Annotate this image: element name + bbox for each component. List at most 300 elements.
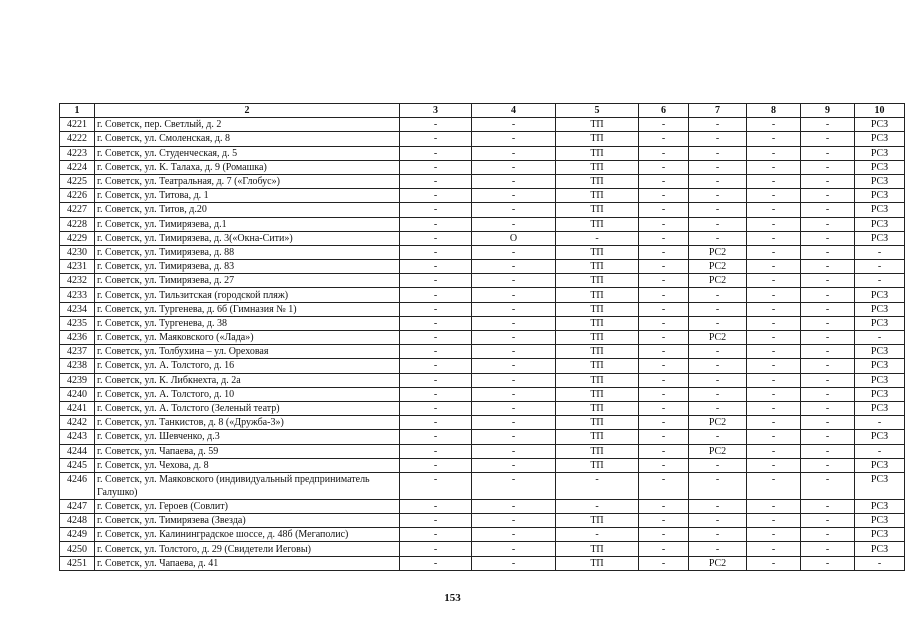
value-cell: ТП	[556, 189, 639, 203]
value-cell: ТП	[556, 542, 639, 556]
column-header-1: 1	[60, 104, 95, 118]
value-cell: -	[639, 373, 689, 387]
value-cell: -	[747, 514, 801, 528]
value-cell: -	[855, 245, 905, 259]
value-cell: -	[689, 203, 747, 217]
value-cell: -	[639, 401, 689, 415]
column-header-10: 10	[855, 104, 905, 118]
value-cell: -	[472, 274, 556, 288]
value-cell: -	[689, 528, 747, 542]
value-cell: -	[801, 331, 855, 345]
value-cell: -	[472, 373, 556, 387]
value-cell: ТП	[556, 373, 639, 387]
value-cell: ТП	[556, 416, 639, 430]
value-cell: -	[801, 146, 855, 160]
value-cell: РСЗ	[855, 542, 905, 556]
value-cell: -	[747, 274, 801, 288]
table-row	[60, 203, 905, 217]
address-cell: г. Советск, ул. Тимирязева, д. 27	[95, 274, 400, 288]
value-cell: -	[639, 189, 689, 203]
address-cell: г. Советск, ул. Шевченко, д.3	[95, 430, 400, 444]
value-cell: -	[801, 514, 855, 528]
value-cell: -	[639, 174, 689, 188]
value-cell: -	[472, 316, 556, 330]
row-number: 4245	[60, 458, 95, 472]
value-cell: -	[801, 401, 855, 415]
table-row	[60, 132, 905, 146]
value-cell: -	[639, 444, 689, 458]
address-cell: г. Советск, ул. А. Толстого, д. 16	[95, 359, 400, 373]
table-row	[60, 416, 905, 430]
value-cell: -	[639, 542, 689, 556]
value-cell: -	[801, 132, 855, 146]
value-cell: ТП	[556, 260, 639, 274]
value-cell: -	[855, 331, 905, 345]
value-cell: -	[400, 288, 472, 302]
value-cell: -	[472, 542, 556, 556]
value-cell: -	[639, 245, 689, 259]
value-cell: -	[747, 542, 801, 556]
row-number: 4250	[60, 542, 95, 556]
row-number: 4228	[60, 217, 95, 231]
row-number: 4247	[60, 499, 95, 513]
value-cell: ТП	[556, 514, 639, 528]
value-cell: О	[472, 231, 556, 245]
value-cell: -	[400, 458, 472, 472]
value-cell: -	[747, 288, 801, 302]
value-cell: ТП	[556, 203, 639, 217]
value-cell: -	[801, 373, 855, 387]
value-cell: -	[747, 316, 801, 330]
value-cell: -	[801, 231, 855, 245]
row-number: 4224	[60, 160, 95, 174]
table-row	[60, 288, 905, 302]
value-cell: -	[472, 132, 556, 146]
value-cell: -	[855, 274, 905, 288]
table-row	[60, 331, 905, 345]
value-cell: -	[639, 458, 689, 472]
address-cell: г. Советск, ул. Смоленская, д. 8	[95, 132, 400, 146]
value-cell: РСЗ	[855, 217, 905, 231]
value-cell: -	[801, 316, 855, 330]
value-cell: -	[639, 132, 689, 146]
value-cell: -	[801, 528, 855, 542]
value-cell: -	[400, 556, 472, 570]
value-cell: -	[801, 444, 855, 458]
column-header-8: 8	[747, 104, 801, 118]
value-cell: ТП	[556, 174, 639, 188]
value-cell: -	[747, 146, 801, 160]
value-cell: -	[801, 245, 855, 259]
value-cell: -	[400, 217, 472, 231]
value-cell: -	[400, 373, 472, 387]
value-cell: -	[689, 499, 747, 513]
value-cell: -	[747, 245, 801, 259]
value-cell: -	[689, 401, 747, 415]
value-cell: ТП	[556, 331, 639, 345]
value-cell: ТП	[556, 302, 639, 316]
value-cell: -	[472, 430, 556, 444]
address-cell: г. Советск, ул. Тимирязева, д. 3(«Окна-Сити»)	[95, 231, 400, 245]
table-row	[60, 316, 905, 330]
value-cell: -	[400, 174, 472, 188]
value-cell: -	[689, 458, 747, 472]
value-cell: -	[689, 231, 747, 245]
value-cell: -	[400, 401, 472, 415]
value-cell: -	[801, 174, 855, 188]
address-cell: г. Советск, ул. Маяковского (индивидуальный предприниматель Галушко)	[95, 472, 400, 499]
address-cell: г. Советск, ул. Чехова, д. 8	[95, 458, 400, 472]
value-cell: ТП	[556, 132, 639, 146]
value-cell: -	[747, 174, 801, 188]
value-cell: -	[639, 556, 689, 570]
value-cell: ТП	[556, 401, 639, 415]
table-row	[60, 430, 905, 444]
table-row	[60, 160, 905, 174]
value-cell: -	[689, 189, 747, 203]
table-row	[60, 189, 905, 203]
value-cell: РСЗ	[855, 359, 905, 373]
address-cell: г. Советск, ул. К. Талаха, д. 9 (Ромашка)	[95, 160, 400, 174]
value-cell: -	[689, 345, 747, 359]
table-row	[60, 146, 905, 160]
value-cell: -	[801, 345, 855, 359]
table-row	[60, 528, 905, 542]
value-cell: РСЗ	[855, 373, 905, 387]
column-header-5: 5	[556, 104, 639, 118]
row-number: 4231	[60, 260, 95, 274]
value-cell: -	[801, 118, 855, 132]
value-cell: -	[639, 231, 689, 245]
row-number: 4238	[60, 359, 95, 373]
value-cell: ТП	[556, 245, 639, 259]
table-row	[60, 260, 905, 274]
address-cell: г. Советск, ул. Танкистов, д. 8 («Дружба-3»)	[95, 416, 400, 430]
column-header-2: 2	[95, 104, 400, 118]
value-cell: -	[400, 189, 472, 203]
address-cell: г. Советск, ул. Чапаева, д. 41	[95, 556, 400, 570]
value-cell: -	[400, 444, 472, 458]
value-cell: -	[472, 556, 556, 570]
value-cell: -	[400, 160, 472, 174]
value-cell: -	[747, 231, 801, 245]
address-cell: г. Советск, ул. А. Толстого, д. 10	[95, 387, 400, 401]
table-row	[60, 274, 905, 288]
value-cell: -	[747, 160, 801, 174]
value-cell: -	[472, 401, 556, 415]
value-cell: -	[472, 514, 556, 528]
row-number: 4237	[60, 345, 95, 359]
value-cell: -	[747, 118, 801, 132]
value-cell: -	[801, 387, 855, 401]
value-cell: -	[472, 416, 556, 430]
value-cell: -	[689, 542, 747, 556]
value-cell: -	[472, 217, 556, 231]
value-cell: -	[639, 416, 689, 430]
address-cell: г. Советск, ул. Толбухина – ул. Ореховая	[95, 345, 400, 359]
value-cell: -	[400, 231, 472, 245]
value-cell: -	[747, 331, 801, 345]
value-cell: -	[400, 245, 472, 259]
value-cell: -	[747, 132, 801, 146]
value-cell: -	[801, 499, 855, 513]
value-cell: РСЗ	[855, 401, 905, 415]
column-header-3: 3	[400, 104, 472, 118]
value-cell: -	[400, 514, 472, 528]
row-number: 4236	[60, 331, 95, 345]
row-number: 4251	[60, 556, 95, 570]
page-number: 153	[444, 592, 461, 604]
value-cell: -	[747, 499, 801, 513]
value-cell: -	[747, 528, 801, 542]
value-cell: РСЗ	[855, 189, 905, 203]
address-cell: г. Советск, ул. Маяковского («Лада»)	[95, 331, 400, 345]
value-cell: ТП	[556, 359, 639, 373]
value-cell: -	[747, 345, 801, 359]
value-cell: РСЗ	[855, 302, 905, 316]
value-cell: -	[747, 217, 801, 231]
value-cell: -	[639, 499, 689, 513]
value-cell: ТП	[556, 345, 639, 359]
value-cell: РСЗ	[855, 231, 905, 245]
value-cell: РСЗ	[855, 316, 905, 330]
value-cell: -	[639, 217, 689, 231]
value-cell: -	[472, 331, 556, 345]
value-cell: РСЗ	[855, 203, 905, 217]
value-cell: РС2	[689, 274, 747, 288]
value-cell: -	[400, 359, 472, 373]
table-row	[60, 118, 905, 132]
value-cell: -	[855, 416, 905, 430]
row-number: 4221	[60, 118, 95, 132]
address-cell: г. Советск, ул. Тимирязева (Звезда)	[95, 514, 400, 528]
value-cell: -	[639, 345, 689, 359]
value-cell: -	[639, 118, 689, 132]
table-row	[60, 556, 905, 570]
table-row	[60, 444, 905, 458]
value-cell: РСЗ	[855, 472, 905, 499]
value-cell: ТП	[556, 458, 639, 472]
value-cell: -	[472, 260, 556, 274]
value-cell: -	[639, 472, 689, 499]
address-cell: г. Советск, ул. А. Толстого (Зеленый театр)	[95, 401, 400, 415]
table-row	[60, 245, 905, 259]
table-body	[60, 118, 905, 571]
value-cell: -	[639, 302, 689, 316]
value-cell: -	[689, 514, 747, 528]
value-cell: РСЗ	[855, 387, 905, 401]
value-cell: -	[747, 556, 801, 570]
address-cell: г. Советск, ул. Театральная, д. 7 («Глобус»)	[95, 174, 400, 188]
value-cell: РСЗ	[855, 430, 905, 444]
value-cell: -	[689, 132, 747, 146]
row-number: 4230	[60, 245, 95, 259]
table-row	[60, 401, 905, 415]
row-number: 4248	[60, 514, 95, 528]
value-cell: -	[639, 160, 689, 174]
value-cell: РСЗ	[855, 160, 905, 174]
value-cell: -	[801, 203, 855, 217]
value-cell: -	[855, 260, 905, 274]
table-row	[60, 387, 905, 401]
value-cell: -	[801, 302, 855, 316]
value-cell: РСЗ	[855, 345, 905, 359]
value-cell: -	[639, 316, 689, 330]
value-cell: -	[400, 345, 472, 359]
value-cell: -	[801, 160, 855, 174]
address-cell: г. Советск, ул. Тимирязева, д.1	[95, 217, 400, 231]
value-cell: РСЗ	[855, 514, 905, 528]
register-table	[59, 103, 905, 571]
table-row	[60, 231, 905, 245]
value-cell: -	[639, 203, 689, 217]
value-cell: -	[747, 444, 801, 458]
value-cell: -	[689, 373, 747, 387]
value-cell: РСЗ	[855, 528, 905, 542]
value-cell: -	[639, 514, 689, 528]
value-cell: ТП	[556, 316, 639, 330]
address-cell: г. Советск, ул. Тимирязева, д. 88	[95, 245, 400, 259]
value-cell: -	[400, 387, 472, 401]
value-cell: -	[400, 499, 472, 513]
value-cell: -	[556, 528, 639, 542]
value-cell: -	[801, 472, 855, 499]
value-cell: -	[472, 528, 556, 542]
row-number: 4229	[60, 231, 95, 245]
address-cell: г. Советск, пер. Светлый, д. 2	[95, 118, 400, 132]
column-header-9: 9	[801, 104, 855, 118]
value-cell: -	[639, 260, 689, 274]
value-cell: -	[747, 401, 801, 415]
table-row	[60, 302, 905, 316]
value-cell: -	[639, 274, 689, 288]
value-cell: ТП	[556, 118, 639, 132]
value-cell: -	[801, 217, 855, 231]
value-cell: -	[400, 203, 472, 217]
value-cell: -	[472, 499, 556, 513]
address-cell: г. Советск, ул. Тургенева, д. 6б (Гимназия № 1)	[95, 302, 400, 316]
value-cell: -	[556, 499, 639, 513]
value-cell: -	[400, 260, 472, 274]
value-cell: -	[400, 146, 472, 160]
value-cell: -	[400, 316, 472, 330]
address-cell: г. Советск, ул. Героев (Совлит)	[95, 499, 400, 513]
value-cell: -	[689, 316, 747, 330]
row-number: 4244	[60, 444, 95, 458]
value-cell: -	[556, 231, 639, 245]
value-cell: ТП	[556, 387, 639, 401]
value-cell: -	[472, 444, 556, 458]
value-cell: -	[400, 472, 472, 499]
value-cell: -	[801, 189, 855, 203]
row-number: 4246	[60, 472, 95, 499]
row-number: 4227	[60, 203, 95, 217]
address-cell: г. Советск, ул. Чапаева, д. 59	[95, 444, 400, 458]
value-cell: -	[400, 331, 472, 345]
value-cell: РС2	[689, 444, 747, 458]
value-cell: -	[400, 274, 472, 288]
value-cell: -	[747, 373, 801, 387]
value-cell: -	[801, 288, 855, 302]
value-cell: -	[689, 118, 747, 132]
address-cell: г. Советск, ул. Титов, д.20	[95, 203, 400, 217]
value-cell: -	[400, 118, 472, 132]
address-cell: г. Советск, ул. К. Либкнехта, д. 2а	[95, 373, 400, 387]
value-cell: -	[747, 472, 801, 499]
value-cell: ТП	[556, 444, 639, 458]
value-cell: -	[556, 472, 639, 499]
header-row	[60, 104, 905, 118]
address-cell: г. Советск, ул. Калининградское шоссе, д. 48б (Мегаполис)	[95, 528, 400, 542]
value-cell: -	[747, 458, 801, 472]
value-cell: -	[639, 430, 689, 444]
table-row	[60, 373, 905, 387]
row-number: 4249	[60, 528, 95, 542]
value-cell: -	[855, 444, 905, 458]
value-cell: -	[747, 430, 801, 444]
value-cell: -	[400, 542, 472, 556]
value-cell: -	[639, 331, 689, 345]
value-cell: РС2	[689, 416, 747, 430]
value-cell: -	[801, 556, 855, 570]
value-cell: -	[639, 146, 689, 160]
value-cell: -	[689, 359, 747, 373]
value-cell: -	[801, 416, 855, 430]
row-number: 4243	[60, 430, 95, 444]
table-row	[60, 174, 905, 188]
value-cell: -	[801, 274, 855, 288]
value-cell: РСЗ	[855, 174, 905, 188]
table-row	[60, 345, 905, 359]
value-cell: -	[747, 387, 801, 401]
value-cell: РСЗ	[855, 132, 905, 146]
table-row	[60, 499, 905, 513]
value-cell: -	[472, 387, 556, 401]
value-cell: -	[639, 288, 689, 302]
row-number: 4232	[60, 274, 95, 288]
value-cell: -	[472, 245, 556, 259]
value-cell: -	[472, 174, 556, 188]
address-cell: г. Советск, ул. Тимирязева, д. 83	[95, 260, 400, 274]
table-row	[60, 359, 905, 373]
address-cell: г. Советск, ул. Толстого, д. 29 (Свидетели Иеговы)	[95, 542, 400, 556]
table-row	[60, 472, 905, 499]
table-row	[60, 542, 905, 556]
row-number: 4233	[60, 288, 95, 302]
value-cell: -	[801, 260, 855, 274]
value-cell: -	[639, 528, 689, 542]
value-cell: -	[639, 387, 689, 401]
value-cell: -	[747, 260, 801, 274]
address-cell: г. Советск, ул. Студенческая, д. 5	[95, 146, 400, 160]
value-cell: -	[801, 430, 855, 444]
value-cell: -	[747, 416, 801, 430]
value-cell: -	[855, 556, 905, 570]
table-row	[60, 514, 905, 528]
value-cell: -	[400, 132, 472, 146]
value-cell: -	[689, 387, 747, 401]
value-cell: -	[472, 146, 556, 160]
value-cell: -	[472, 458, 556, 472]
row-number: 4234	[60, 302, 95, 316]
value-cell: -	[689, 160, 747, 174]
value-cell: -	[472, 302, 556, 316]
value-cell: РСЗ	[855, 499, 905, 513]
value-cell: ТП	[556, 430, 639, 444]
table-row	[60, 458, 905, 472]
value-cell: -	[472, 203, 556, 217]
column-header-4: 4	[472, 104, 556, 118]
